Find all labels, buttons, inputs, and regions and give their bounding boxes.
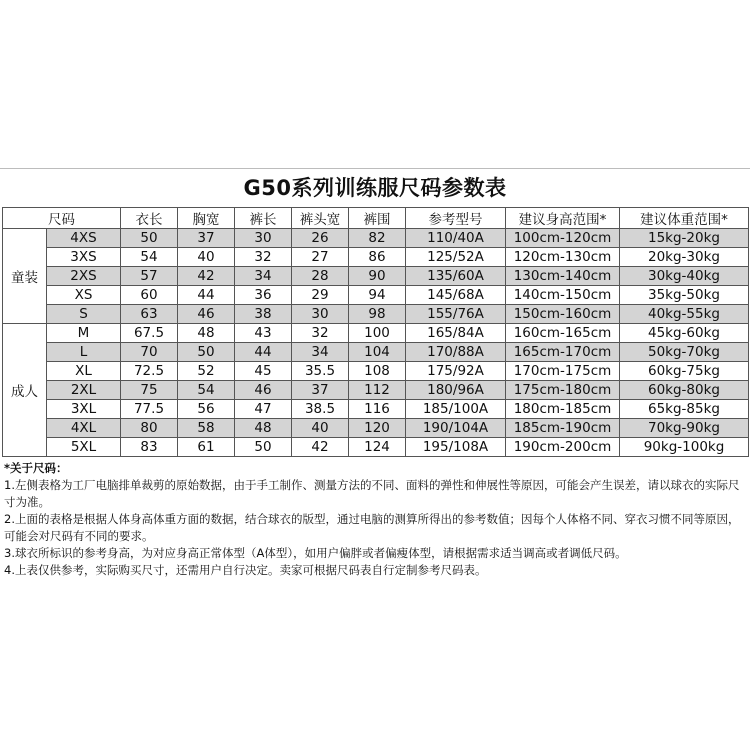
- table-cell: 56: [178, 400, 235, 419]
- table-row: [3, 248, 749, 267]
- size-chart-panel: [0, 168, 750, 579]
- note-item: 4.上表仅供参考，实际购买尺寸，还需用户自行决定。卖家可根据尺码表自行定制参考尺码表。: [4, 563, 487, 577]
- table-cell: 48: [235, 419, 292, 438]
- table-cell: 40: [292, 419, 349, 438]
- table-cell: 50kg-70kg: [620, 343, 749, 362]
- table-cell: 2XL: [47, 381, 121, 400]
- column-header: 尺码: [3, 208, 121, 229]
- table-cell: 46: [235, 381, 292, 400]
- table-cell: 60: [121, 286, 178, 305]
- table-cell: 45kg-60kg: [620, 324, 749, 343]
- table-cell: 75: [121, 381, 178, 400]
- table-cell: 98: [349, 305, 406, 324]
- notes-list: [4, 477, 746, 579]
- table-cell: 175cm-180cm: [506, 381, 620, 400]
- table-cell: 26: [292, 229, 349, 248]
- table-cell: 60kg-80kg: [620, 381, 749, 400]
- table-cell: 195/108A: [406, 438, 506, 457]
- table-cell: 116: [349, 400, 406, 419]
- table-cell: 108: [349, 362, 406, 381]
- table-row: [3, 400, 749, 419]
- table-cell: 38: [235, 305, 292, 324]
- table-row: [3, 419, 749, 438]
- table-cell: 104: [349, 343, 406, 362]
- note-item: 3.球衣所标识的参考身高，为对应身高正常体型（A体型），如用户偏胖或者偏瘦体型，请根据需求适当调高或者调低尺码。: [4, 546, 627, 560]
- table-cell: 155/76A: [406, 305, 506, 324]
- table-row: [3, 267, 749, 286]
- table-cell: 165cm-170cm: [506, 343, 620, 362]
- table-cell: 30: [292, 305, 349, 324]
- table-cell: 112: [349, 381, 406, 400]
- table-row: [3, 438, 749, 457]
- table-cell: 48: [178, 324, 235, 343]
- table-cell: 50: [121, 229, 178, 248]
- size-notes: [0, 460, 750, 579]
- table-row: [3, 343, 749, 362]
- table-cell: 170/88A: [406, 343, 506, 362]
- table-row: [3, 229, 749, 248]
- table-cell: 27: [292, 248, 349, 267]
- table-cell: 57: [121, 267, 178, 286]
- note-item: 1.左侧表格为工厂电脑排单裁剪的原始数据，由于手工制作、测量方法的不同、面料的弹性和伸展性等原因，可能会产生误差，请以球衣的实际尺寸为准。: [4, 478, 740, 509]
- column-header: 衣长: [121, 208, 178, 229]
- column-header: 裤头宽: [292, 208, 349, 229]
- table-cell: 52: [178, 362, 235, 381]
- table-body: [3, 229, 749, 457]
- table-cell: L: [47, 343, 121, 362]
- table-cell: 135/60A: [406, 267, 506, 286]
- table-cell: 150cm-160cm: [506, 305, 620, 324]
- group-label: 成人: [3, 324, 47, 457]
- table-cell: 15kg-20kg: [620, 229, 749, 248]
- table-cell: 83: [121, 438, 178, 457]
- table-cell: 60kg-75kg: [620, 362, 749, 381]
- table-cell: 32: [292, 324, 349, 343]
- table-cell: 80: [121, 419, 178, 438]
- table-cell: 63: [121, 305, 178, 324]
- table-cell: 46: [178, 305, 235, 324]
- table-cell: 70kg-90kg: [620, 419, 749, 438]
- chart-title: G50系列训练服尺码参数表: [243, 176, 507, 200]
- table-row: [3, 305, 749, 324]
- table-cell: 170cm-175cm: [506, 362, 620, 381]
- column-header: 裤长: [235, 208, 292, 229]
- table-cell: 44: [235, 343, 292, 362]
- table-cell: XL: [47, 362, 121, 381]
- table-cell: 34: [292, 343, 349, 362]
- table-cell: 3XS: [47, 248, 121, 267]
- table-cell: 125/52A: [406, 248, 506, 267]
- table-cell: 190/104A: [406, 419, 506, 438]
- table-cell: 140cm-150cm: [506, 286, 620, 305]
- table-cell: 35.5: [292, 362, 349, 381]
- table-row: [3, 286, 749, 305]
- table-cell: 32: [235, 248, 292, 267]
- table-cell: 42: [292, 438, 349, 457]
- table-cell: 100cm-120cm: [506, 229, 620, 248]
- table-cell: 120cm-130cm: [506, 248, 620, 267]
- column-header: 参考型号: [406, 208, 506, 229]
- table-cell: 37: [292, 381, 349, 400]
- table-cell: 190cm-200cm: [506, 438, 620, 457]
- table-cell: 47: [235, 400, 292, 419]
- table-cell: 37: [178, 229, 235, 248]
- table-cell: 77.5: [121, 400, 178, 419]
- table-cell: 86: [349, 248, 406, 267]
- table-cell: 28: [292, 267, 349, 286]
- table-cell: 175/92A: [406, 362, 506, 381]
- table-cell: 54: [121, 248, 178, 267]
- table-cell: 185/100A: [406, 400, 506, 419]
- table-cell: 61: [178, 438, 235, 457]
- table-cell: M: [47, 324, 121, 343]
- table-cell: 50: [235, 438, 292, 457]
- table-cell: 67.5: [121, 324, 178, 343]
- column-header: 胸宽: [178, 208, 235, 229]
- table-cell: 40: [178, 248, 235, 267]
- table-row: [3, 362, 749, 381]
- table-cell: 4XL: [47, 419, 121, 438]
- table-cell: 82: [349, 229, 406, 248]
- table-cell: 45: [235, 362, 292, 381]
- table-cell: 70: [121, 343, 178, 362]
- table-cell: 165/84A: [406, 324, 506, 343]
- table-cell: 36: [235, 286, 292, 305]
- table-row: [3, 381, 749, 400]
- table-cell: 94: [349, 286, 406, 305]
- table-cell: 145/68A: [406, 286, 506, 305]
- table-cell: 90kg-100kg: [620, 438, 749, 457]
- note-item: 2.上面的表格是根据人体身高体重方面的数据，结合球衣的版型，通过电脑的测算所得出的参考数值；因每个人体格不同、穿衣习惯不同等原因，可能会对尺码有不同的要求。: [4, 512, 740, 543]
- table-cell: 3XL: [47, 400, 121, 419]
- table-cell: 34: [235, 267, 292, 286]
- table-cell: 120: [349, 419, 406, 438]
- table-cell: 58: [178, 419, 235, 438]
- table-cell: 38.5: [292, 400, 349, 419]
- size-table: [2, 207, 749, 457]
- table-cell: 72.5: [121, 362, 178, 381]
- table-cell: 100: [349, 324, 406, 343]
- table-cell: 160cm-165cm: [506, 324, 620, 343]
- table-cell: 124: [349, 438, 406, 457]
- column-header: 建议体重范围*: [620, 208, 749, 229]
- table-cell: 4XS: [47, 229, 121, 248]
- table-cell: 2XS: [47, 267, 121, 286]
- table-row: [3, 324, 749, 343]
- table-cell: 54: [178, 381, 235, 400]
- column-header: 建议身高范围*: [506, 208, 620, 229]
- notes-heading: *关于尺码：: [4, 461, 68, 475]
- table-cell: 43: [235, 324, 292, 343]
- table-cell: 180cm-185cm: [506, 400, 620, 419]
- table-cell: 90: [349, 267, 406, 286]
- group-label: 童装: [3, 229, 47, 324]
- table-cell: 5XL: [47, 438, 121, 457]
- table-header-row: [3, 208, 749, 229]
- table-cell: 44: [178, 286, 235, 305]
- table-cell: S: [47, 305, 121, 324]
- table-cell: 30: [235, 229, 292, 248]
- table-cell: 130cm-140cm: [506, 267, 620, 286]
- table-cell: 185cm-190cm: [506, 419, 620, 438]
- table-cell: 40kg-55kg: [620, 305, 749, 324]
- table-cell: XS: [47, 286, 121, 305]
- column-header: 裤围: [349, 208, 406, 229]
- table-cell: 110/40A: [406, 229, 506, 248]
- table-cell: 65kg-85kg: [620, 400, 749, 419]
- table-cell: 180/96A: [406, 381, 506, 400]
- table-cell: 35kg-50kg: [620, 286, 749, 305]
- table-cell: 42: [178, 267, 235, 286]
- table-cell: 50: [178, 343, 235, 362]
- table-cell: 29: [292, 286, 349, 305]
- table-cell: 20kg-30kg: [620, 248, 749, 267]
- table-cell: 30kg-40kg: [620, 267, 749, 286]
